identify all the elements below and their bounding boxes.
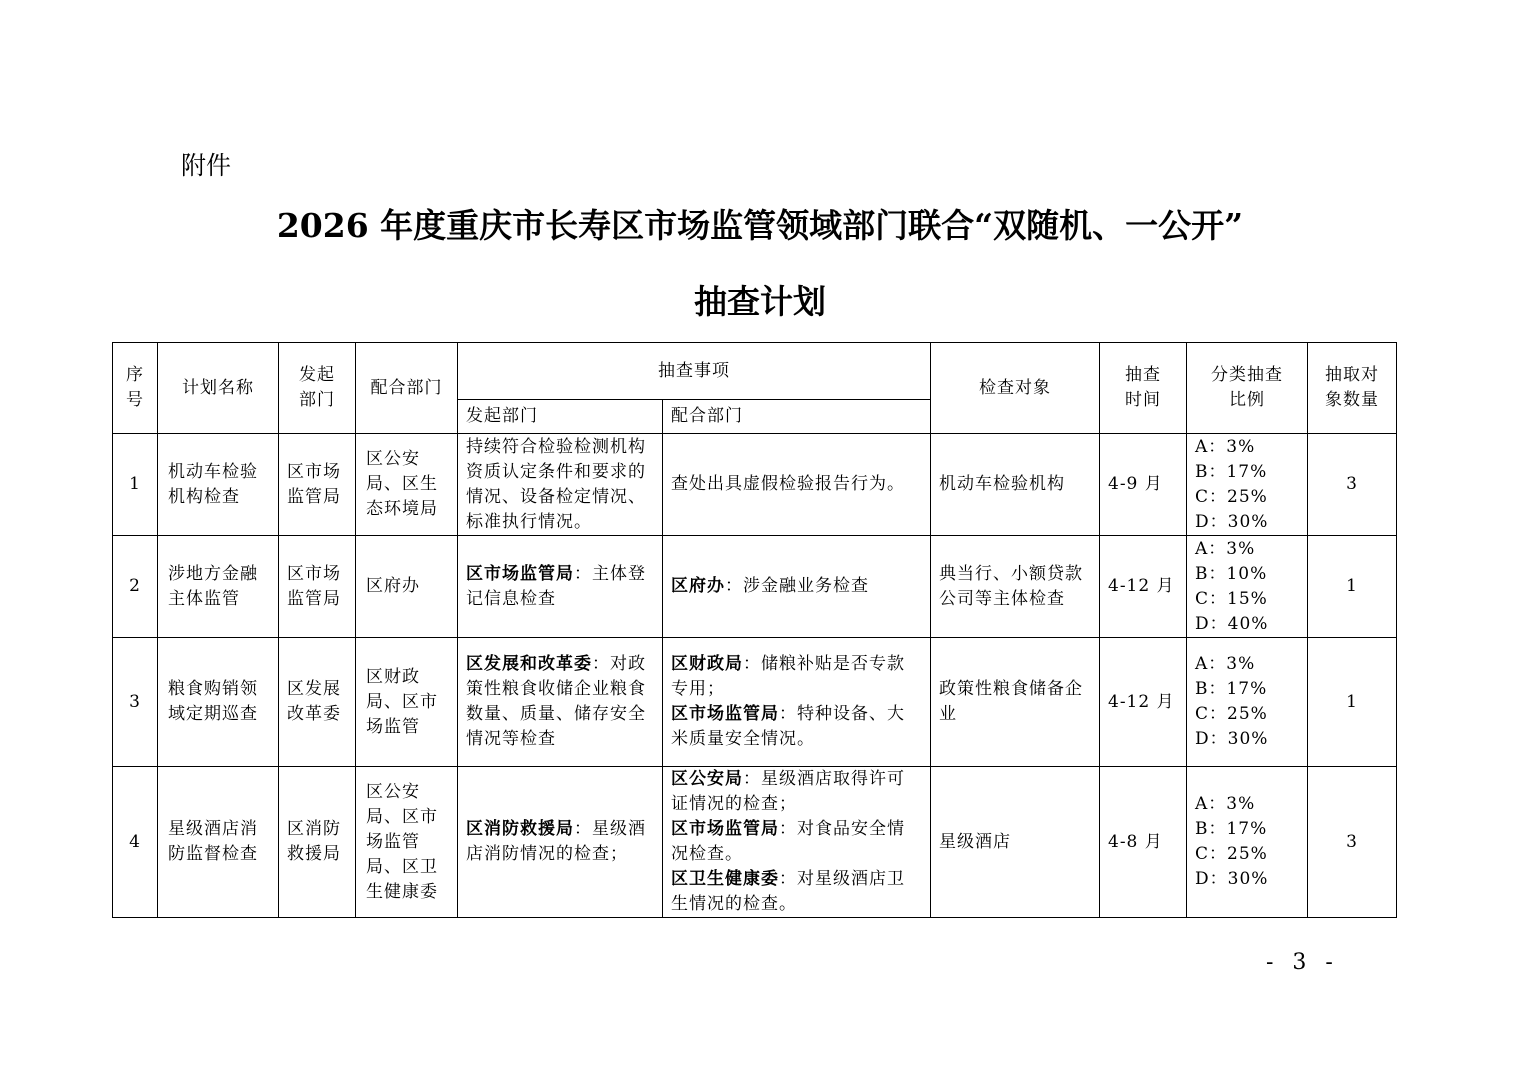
table-row (113, 638, 1397, 767)
ratio-a: A：3% (1195, 436, 1256, 457)
ratio-b: B：17% (1195, 679, 1268, 699)
item-initiator-org: 区发展和改革委 (466, 654, 592, 674)
attachment-label: 附件 (181, 151, 232, 180)
cell-plan-name: 涉地方金融主体监管 (158, 536, 279, 638)
header-time: 抽查时间 (1100, 343, 1187, 434)
cell-target: 政策性粮食储备企业 (931, 638, 1100, 767)
ratio-a: A：3% (1195, 538, 1256, 559)
header-seq: 序号 (113, 343, 158, 434)
cell-ratio (1187, 638, 1308, 767)
cell-item-cooperator (663, 638, 931, 767)
cell-item-initiator (458, 638, 663, 767)
cell-target: 典当行、小额贷款公司等主体检查 (931, 536, 1100, 638)
table-row (113, 767, 1397, 918)
ratio-c: C：25% (1195, 704, 1268, 724)
cell-item-cooperator (663, 536, 931, 638)
cell-cooperator: 区府办 (356, 536, 458, 638)
cell-initiator: 区消防救援局 (279, 767, 356, 918)
cell-item-cooperator (663, 767, 931, 918)
header-target: 检查对象 (931, 343, 1100, 434)
ratio-c: C：25% (1195, 486, 1268, 507)
item-cooperator-org: 区市场监管局 (671, 704, 779, 724)
header-ratio: 分类抽查比例 (1187, 343, 1308, 434)
item-cooperator-entry (671, 472, 922, 497)
item-cooperator-text: 查处出具虚假检验报告行为。 (671, 474, 905, 494)
item-cooperator-entry (671, 652, 922, 702)
table-row (113, 536, 1397, 638)
cell-plan-name: 粮食购销领域定期巡查 (158, 638, 279, 767)
table-row (113, 434, 1397, 536)
header-cooperator: 配合部门 (356, 343, 458, 434)
item-cooperator-text: ：储粮补贴是否专款专用； (671, 654, 905, 699)
item-cooperator-org: 区财政局 (671, 654, 743, 674)
item-cooperator-org: 区府办 (671, 576, 725, 596)
cell-time: 4-9 月 (1100, 434, 1187, 536)
cell-ratio (1187, 434, 1308, 536)
item-initiator-org: 区市场监管局 (466, 563, 574, 584)
item-cooperator-text: ：对食品安全情况检查。 (671, 819, 905, 864)
cell-plan-name: 星级酒店消防监督检查 (158, 767, 279, 918)
ratio-b: B：17% (1195, 461, 1268, 482)
ratio-c: C：15% (1195, 588, 1268, 609)
cell-target: 星级酒店 (931, 767, 1100, 918)
item-cooperator-entry (671, 867, 922, 917)
cell-time: 4-12 月 (1100, 638, 1187, 767)
ratio-d: D：30% (1195, 729, 1269, 749)
cell-item-initiator (458, 536, 663, 638)
cell-initiator: 区市场监管局 (279, 536, 356, 638)
ratio-d: D：40% (1195, 613, 1269, 634)
cell-time: 4-12 月 (1100, 536, 1187, 638)
page-number: - 3 - (1266, 950, 1339, 975)
cell-item-cooperator (663, 434, 931, 536)
header-initiator: 发起部门 (279, 343, 356, 434)
cell-cooperator: 区财政局、区市场监管 (356, 638, 458, 767)
item-initiator-text: 持续符合检验检测机构资质认定条件和要求的情况、设备检定情况、标准执行情况。 (466, 436, 646, 532)
header-items-initiator: 发起部门 (458, 400, 663, 434)
header-plan-name: 计划名称 (158, 343, 279, 434)
cell-count: 3 (1308, 767, 1397, 918)
cell-cooperator: 区公安局、区市场监管局、区卫生健康委 (356, 767, 458, 918)
item-cooperator-org: 区卫生健康委 (671, 869, 779, 889)
item-cooperator-org: 区公安局 (671, 769, 743, 789)
cell-count: 1 (1308, 638, 1397, 767)
item-initiator-text: ：主体登记信息检查 (466, 563, 646, 609)
inspection-plan-table (112, 342, 1397, 918)
cell-initiator: 区发展改革委 (279, 638, 356, 767)
cell-seq: 3 (113, 638, 158, 767)
document-title-line1: 2026 年度重庆市长寿区市场监管领域部门联合“双随机、一公开” (276, 206, 1244, 245)
ratio-d: D：30% (1195, 869, 1269, 889)
item-cooperator-text: ：特种设备、大米质量安全情况。 (671, 704, 905, 749)
cell-ratio (1187, 536, 1308, 638)
ratio-b: B：17% (1195, 819, 1268, 839)
item-cooperator-entry (671, 817, 922, 867)
ratio-c: C：25% (1195, 844, 1268, 864)
cell-cooperator: 区公安局、区生态环境局 (356, 434, 458, 536)
cell-target: 机动车检验机构 (931, 434, 1100, 536)
ratio-b: B：10% (1195, 563, 1268, 584)
item-cooperator-text: ：对星级酒店卫生情况的检查。 (671, 869, 905, 914)
header-count: 抽取对象数量 (1308, 343, 1397, 434)
document-title-line2: 抽查计划 (694, 282, 826, 321)
ratio-d: D：30% (1195, 511, 1269, 532)
ratio-a: A：3% (1195, 654, 1256, 674)
item-initiator-org: 区消防救援局 (466, 819, 574, 839)
item-cooperator-entry (671, 574, 922, 599)
cell-count: 3 (1308, 434, 1397, 536)
cell-count: 1 (1308, 536, 1397, 638)
item-cooperator-entry (671, 767, 922, 817)
ratio-a: A：3% (1195, 794, 1256, 814)
header-items-cooperator: 配合部门 (663, 400, 931, 434)
header-items: 抽查事项 (458, 343, 931, 400)
cell-seq: 4 (113, 767, 158, 918)
item-cooperator-entry (671, 702, 922, 752)
cell-item-initiator (458, 434, 663, 536)
cell-time: 4-8 月 (1100, 767, 1187, 918)
item-cooperator-text: ：星级酒店取得许可证情况的检查； (671, 769, 905, 814)
cell-item-initiator (458, 767, 663, 918)
cell-ratio (1187, 767, 1308, 918)
item-initiator-text: ：星级酒店消防情况的检查； (466, 819, 646, 864)
cell-initiator: 区市场监管局 (279, 434, 356, 536)
cell-plan-name: 机动车检验机构检查 (158, 434, 279, 536)
cell-seq: 2 (113, 536, 158, 638)
item-cooperator-text: ：涉金融业务检查 (725, 576, 869, 596)
item-initiator-text: ：对政策性粮食收储企业粮食数量、质量、储存安全情况等检查 (466, 654, 646, 749)
cell-seq: 1 (113, 434, 158, 536)
item-cooperator-org: 区市场监管局 (671, 819, 779, 839)
